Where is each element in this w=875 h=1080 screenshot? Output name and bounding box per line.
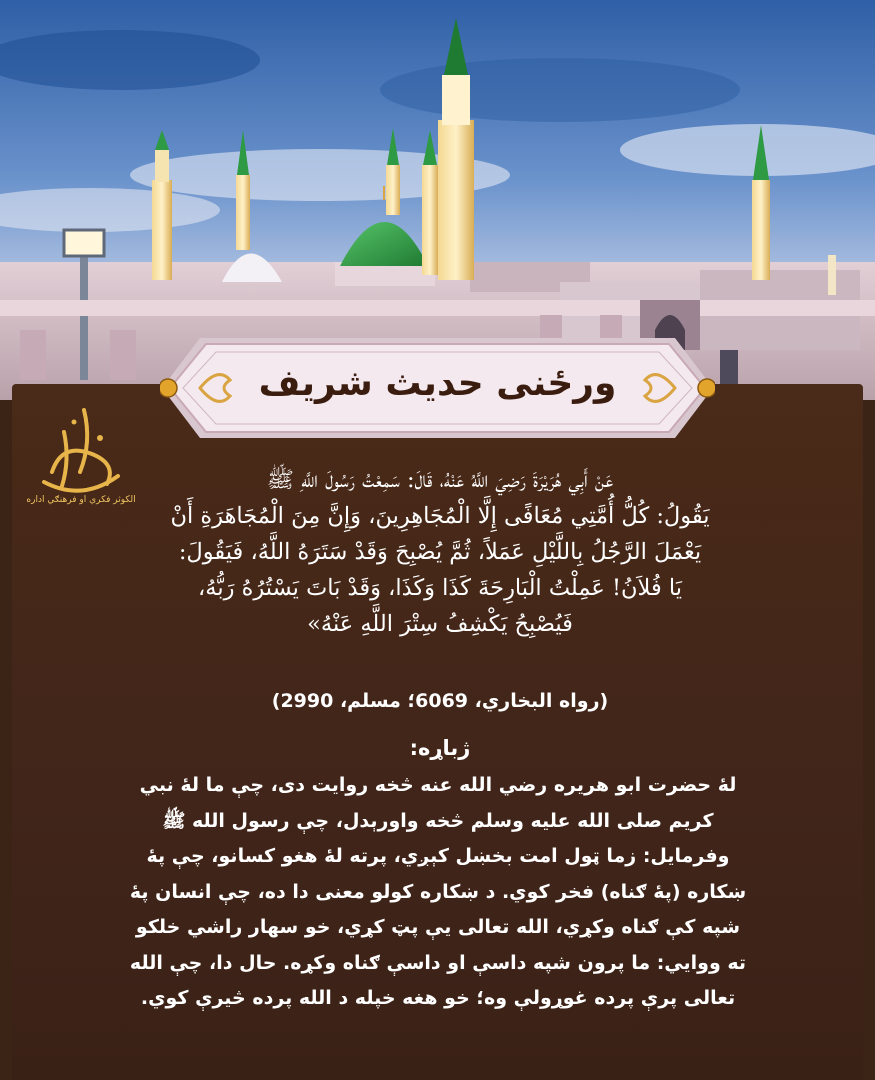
- translation-line: کریم صلی الله علیه وسلم څخه واورېدل، چې رسول الله ﷺ: [162, 809, 714, 832]
- hadith-line: يَعْمَلَ الرَّجُلُ بِاللَّيْلِ عَمَلاً، ثُمَّ يُصْبِحَ وَقَدْ سَتَرَهُ اللَّهُ، فَيَقُولَ:: [178, 539, 702, 565]
- translation-text: [50, 768, 826, 1017]
- translation-line: تعالی پرې پرده غوړولې وه؛ خو هغه خپله د الله پرده څیرې کوي.: [140, 987, 736, 1009]
- hadith-arabic-text: [70, 462, 810, 642]
- logo-caption: الکوثر فکري او فرهنګي اداره: [26, 495, 136, 505]
- translation-line: وفرمایل: زما ټول امت بخښل کېږي، پرته لهٔ هغو کسانو، چې پهٔ: [146, 845, 730, 867]
- banner-title: ورځنی حدیث شریف: [258, 363, 617, 404]
- translation-line: ته ووایي: ما پرون شپه داسې او داسې ګناه وکړه. حال دا، چې الله: [129, 951, 747, 974]
- hadith-line: يَا فُلاَنُ! عَمِلْتُ الْبَارِحَةَ كَذَا وَكَذَا، وَقَدْ بَاتَ يَسْتُرُهُ رَبُّهُ،: [198, 575, 682, 601]
- hadith-line: فَيُصْبِحُ يَكْشِفُ سِتْرَ اللَّهِ عَنْهُ»: [307, 611, 573, 637]
- hadith-reference: (رواه البخاري، 6069؛ مسلم، 2990): [271, 690, 609, 712]
- hadith-line: يَقُولُ: كُلُّ أُمَّتِي مُعَافًى إِلَّا الْمُجَاهِرِينَ، وَإِنَّ مِنَ الْمُجَاهَرَةِ أَنْ: [170, 503, 710, 529]
- translation-line: لهٔ حضرت ابو هریره رضي الله عنه څخه روایت دی، چې ما لهٔ نبي: [139, 774, 737, 796]
- hadith-line: عَنْ أَبِي هُرَيْرَةَ رَضِيَ اللَّهُ عَنْهُ، قَالَ: سَمِعْتُ رَسُولَ اللَّهِ ﷺ: [266, 467, 614, 493]
- title-banner: [160, 336, 715, 440]
- translation-line: ښکاره (پهٔ ګناه) فخر کوي. د ښکاره کولو معنی دا ده، چې انسان پهٔ: [129, 880, 747, 903]
- translation-line: شپه کې ګناه وکړي، الله تعالی یې پټ کړي، خو سهار راشي خلکو: [135, 916, 741, 938]
- translation-heading: ژباړه:: [409, 736, 471, 760]
